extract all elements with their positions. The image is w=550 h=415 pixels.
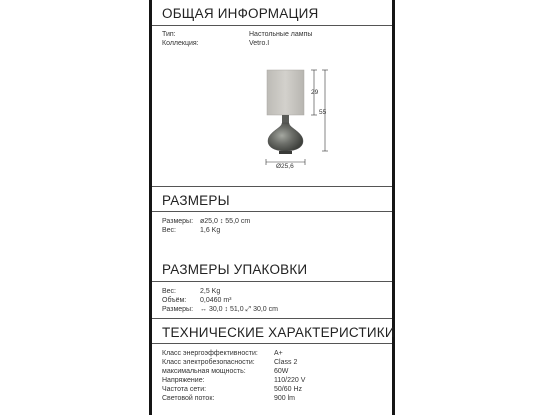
row-value: 60W [274, 368, 289, 375]
divider [152, 343, 392, 344]
row-value: 900 lm [274, 395, 296, 402]
dimensions-heading: РАЗМЕРЫ [162, 193, 230, 208]
row-label: максимальная мощность: [162, 368, 246, 375]
divider [152, 186, 392, 187]
row-label: Тип: [162, 31, 176, 38]
divider [152, 318, 392, 319]
row-value: Настольные лампы [249, 31, 313, 38]
row-label: Вес: [162, 227, 177, 234]
row-value: ø25,0 ↕ 55,0 cm [200, 218, 251, 225]
row-value: Class 2 [274, 359, 298, 366]
row-value: A+ [274, 350, 283, 357]
row-value: 0,0460 m³ [200, 297, 232, 304]
packaging-heading: РАЗМЕРЫ УПАКОВКИ [162, 262, 308, 277]
row-value: ↔ 30,0 ↕ 51,0 ⤢ 30,0 cm [200, 306, 278, 313]
lamp-foot [279, 151, 292, 154]
row-value: 2,5 Kg [200, 288, 221, 295]
row-value: 1,6 Kg [200, 227, 221, 234]
total-height-label: 55 [319, 109, 327, 116]
diameter-label: Ø25,6 [276, 163, 294, 170]
row-value: 110/220 V [274, 377, 306, 384]
row-label: Коллекция: [162, 40, 199, 47]
row-value: Vetro.I [249, 40, 270, 47]
row-label: Размеры: [162, 218, 194, 225]
row-label: Напряжение: [162, 377, 205, 384]
lamp-shade [267, 70, 304, 115]
lamp-dimension-drawing [0, 0, 550, 200]
row-label: Частота сети: [162, 386, 207, 393]
general-info-heading: ОБЩАЯ ИНФОРМАЦИЯ [162, 6, 319, 21]
row-label: Класс энергоэффективности: [162, 350, 258, 357]
technical-heading: ТЕХНИЧЕСКИЕ ХАРАКТЕРИСТИКИ [162, 325, 395, 340]
row-label: Объём: [162, 297, 187, 304]
lamp-neck [282, 115, 289, 123]
shade-height-label: 29 [311, 89, 319, 96]
row-label: Световой поток: [162, 395, 215, 402]
row-label: Класс электробезопасности: [162, 359, 255, 366]
row-value: 50/60 Hz [274, 386, 303, 393]
row-label: Вес: [162, 288, 177, 295]
row-label: Размеры: [162, 306, 194, 313]
divider [152, 281, 392, 282]
divider [152, 211, 392, 212]
lamp-base [268, 123, 303, 151]
